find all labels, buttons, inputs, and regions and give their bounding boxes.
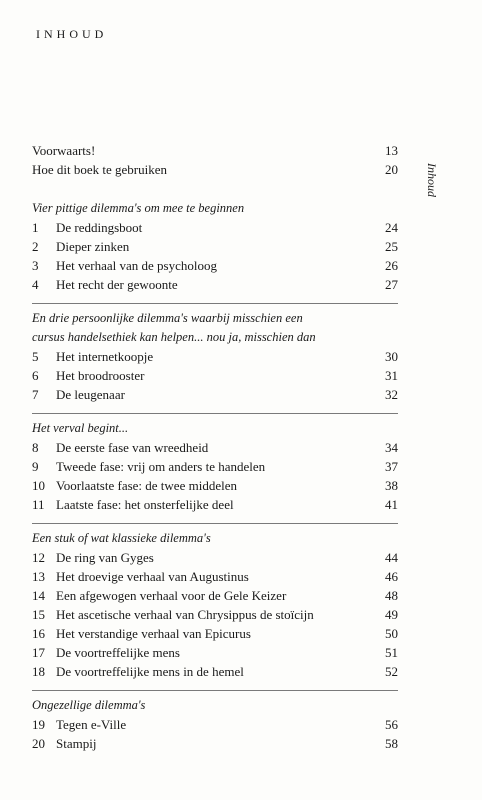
entry-number: 8 <box>32 440 39 455</box>
entry-title: Het verhaal van de psycholoog <box>56 258 218 273</box>
entry-title: Hoe dit boek te gebruiken <box>32 162 168 177</box>
entry-page: 49 <box>385 607 398 622</box>
toc-entry[interactable] <box>32 495 398 514</box>
entry-number: 10 <box>32 478 45 493</box>
entry-title: Stampij <box>56 736 97 751</box>
entry-title: Het ascetische verhaal van Chrysippus de stoïcijn <box>56 607 314 622</box>
entry-number: 15 <box>32 607 45 622</box>
entry-page: 25 <box>385 239 398 254</box>
entry-title: De leugenaar <box>56 387 125 402</box>
toc-entry[interactable] <box>32 548 398 567</box>
entry-number: 3 <box>32 258 39 273</box>
section-divider <box>32 303 398 304</box>
toc-entry[interactable] <box>32 275 398 294</box>
entry-number: 9 <box>32 459 39 474</box>
entry-number: 11 <box>32 497 45 512</box>
entry-number: 6 <box>32 368 39 383</box>
entry-page: 38 <box>385 478 398 493</box>
entry-title: Het recht der gewoonte <box>56 277 178 292</box>
entry-number: 1 <box>32 220 39 235</box>
entry-number: 13 <box>32 569 45 584</box>
section-title: Een stuk of wat klassieke dilemma's <box>32 531 211 545</box>
entry-page: 51 <box>385 645 398 660</box>
entry-page: 52 <box>385 664 398 679</box>
toc-entry[interactable] <box>32 218 398 237</box>
entry-number: 17 <box>32 645 45 660</box>
entry-title: Het verstandige verhaal van Epicurus <box>56 626 251 641</box>
entry-title: De voortreffelijke mens in de hemel <box>56 664 244 679</box>
section-title: Het verval begint... <box>32 421 129 435</box>
page-header: INHOUD <box>36 27 108 41</box>
entry-title: De voortreffelijke mens <box>56 645 180 660</box>
entry-title: De ring van Gyges <box>56 550 154 565</box>
toc-entry[interactable] <box>32 715 398 734</box>
entry-page: 46 <box>385 569 398 584</box>
section-title: Ongezellige dilemma's <box>32 698 146 712</box>
entry-title: Voorwaarts! <box>32 143 96 158</box>
entry-number: 2 <box>32 239 39 254</box>
toc-entry[interactable] <box>32 624 398 643</box>
entry-title: De eerste fase van wreedheid <box>56 440 209 455</box>
entry-page: 58 <box>385 736 398 751</box>
toc-entry[interactable] <box>32 385 398 404</box>
entry-title: Tegen e-Ville <box>56 717 127 732</box>
section-title-continued: cursus handelsethiek kan helpen... nou ja, misschien dan <box>32 330 316 344</box>
entry-number: 16 <box>32 626 45 641</box>
entry-page: 44 <box>385 550 398 565</box>
entry-number: 5 <box>32 349 39 364</box>
section-divider <box>32 413 398 414</box>
toc-entry[interactable] <box>32 366 398 385</box>
entry-page: 13 <box>385 143 398 158</box>
entry-number: 12 <box>32 550 45 565</box>
toc-entry[interactable] <box>32 643 398 662</box>
toc-entry[interactable] <box>32 237 398 256</box>
entry-page: 20 <box>385 162 398 177</box>
entry-title: Voorlaatste fase: de twee middelen <box>56 478 237 493</box>
section-divider <box>32 523 398 524</box>
entry-title: Het internetkoopje <box>56 349 154 364</box>
entry-number: 18 <box>32 664 45 679</box>
section-title: Vier pittige dilemma's om mee te beginnen <box>32 201 245 215</box>
toc-entry[interactable] <box>32 457 398 476</box>
entry-title: De reddingsboot <box>56 220 143 235</box>
entry-page: 56 <box>385 717 398 732</box>
entry-page: 24 <box>385 220 398 235</box>
toc-entry[interactable] <box>32 605 398 624</box>
entry-page: 41 <box>385 497 398 512</box>
entry-page: 31 <box>385 368 398 383</box>
entry-title: Tweede fase: vrij om anders te handelen <box>56 459 266 474</box>
entry-title: Laatste fase: het onsterfelijke deel <box>56 497 234 512</box>
entry-number: 14 <box>32 588 45 603</box>
entry-title: Het droevige verhaal van Augustinus <box>56 569 249 584</box>
toc-entry[interactable] <box>32 438 398 457</box>
toc-entry[interactable] <box>32 734 398 753</box>
toc-entry[interactable] <box>32 476 398 495</box>
entry-number: 7 <box>32 387 39 402</box>
entry-number: 19 <box>32 717 45 732</box>
toc-entry[interactable] <box>32 567 398 586</box>
entry-page: 37 <box>385 459 398 474</box>
entry-page: 26 <box>385 258 398 273</box>
entry-title: Het broodrooster <box>56 368 145 383</box>
entry-page: 27 <box>385 277 398 292</box>
entry-page: 50 <box>385 626 398 641</box>
entry-page: 34 <box>385 440 398 455</box>
side-running-head: Inhoud <box>425 163 439 197</box>
toc-entry-how-to-use[interactable] <box>32 160 398 179</box>
section-title: En drie persoonlijke dilemma's waarbij misschien een <box>32 311 303 325</box>
entry-number: 4 <box>32 277 39 292</box>
table-of-contents <box>32 141 398 753</box>
toc-entry[interactable] <box>32 256 398 275</box>
entry-page: 48 <box>385 588 398 603</box>
entry-number: 20 <box>32 736 45 751</box>
toc-entry[interactable] <box>32 662 398 681</box>
toc-entry[interactable] <box>32 347 398 366</box>
entry-title: Een afgewogen verhaal voor de Gele Keizer <box>56 588 287 603</box>
entry-page: 32 <box>385 387 398 402</box>
toc-entry-foreword[interactable] <box>32 141 398 160</box>
toc-entry[interactable] <box>32 586 398 605</box>
section-divider <box>32 690 398 691</box>
entry-page: 30 <box>385 349 398 364</box>
entry-title: Dieper zinken <box>56 239 130 254</box>
